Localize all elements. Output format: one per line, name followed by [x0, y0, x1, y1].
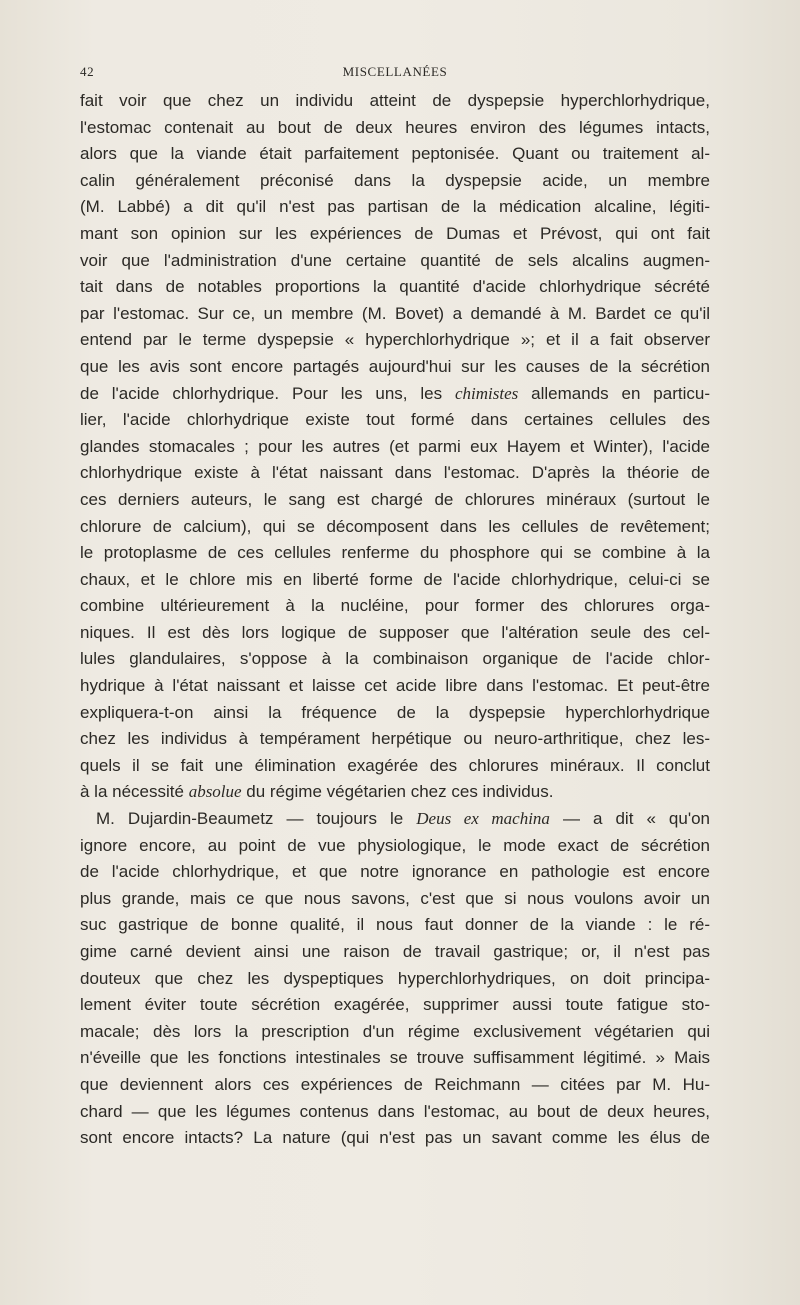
running-head	[80, 64, 710, 84]
text-run: le protoplasme de ces cellules renferme du phosphore qui se combine à la	[80, 543, 710, 563]
text-line	[80, 593, 710, 620]
text-line	[80, 301, 710, 328]
text-run: macale; dès lors la prescription d'un régime exclusivement végétarien qui	[80, 1021, 710, 1041]
text-run: lier, l'acide chlorhydrique existe tout formé dans certaines cellules des	[80, 410, 710, 430]
text-run: douteux que chez les dyspeptiques hyperchlorhydriques, on doit principa-	[80, 968, 710, 988]
text-line	[80, 88, 710, 115]
text-run: lement éviter toute sécrétion exagérée, supprimer aussi toute fatigue sto-	[80, 995, 710, 1015]
text-run: alors que la viande était parfaitement peptonisée. Quant ou traitement al-	[80, 144, 710, 164]
text-run: fait voir que chez un individu atteint de dyspepsie hyperchlorhydrique,	[80, 91, 710, 110]
section-title: MISCELLANÉES	[342, 64, 448, 79]
text-run: chard — que les légumes contenus dans l'estomac, au bout de deux heures,	[80, 1101, 710, 1121]
text-line	[80, 354, 710, 381]
text-run: ces derniers auteurs, le sang est chargé de chlorures minéraux (surtout le	[80, 489, 710, 509]
text-run: allemands en particu-	[518, 383, 710, 403]
text-line	[80, 221, 710, 248]
text-line	[80, 886, 710, 913]
text-run: suc gastrique de bonne qualité, il nous faut donner de la viande : le ré-	[80, 915, 710, 935]
text-line	[80, 567, 710, 594]
text-line	[80, 833, 710, 860]
text-run: hydrique à l'état naissant et laisse cet acide libre dans l'estomac. Et peut-être	[80, 676, 710, 696]
text-line	[80, 168, 710, 195]
text-run: n'éveille que les fonctions intestinales se trouve suffisamment légitimé. » Mais	[80, 1048, 710, 1068]
text-line	[80, 540, 710, 567]
text-run: niques. Il est dès lors logique de supposer que l'altération seule des cel-	[80, 622, 710, 642]
text-line	[80, 1045, 710, 1072]
text-line	[80, 992, 710, 1019]
text-line	[80, 620, 710, 647]
text-run: à la nécessité	[80, 782, 189, 802]
text-line	[80, 381, 710, 408]
text-line	[80, 700, 710, 727]
text-line	[80, 753, 710, 780]
text-run: tait dans de notables proportions la quantité d'acide chlorhydrique sécrété	[80, 277, 710, 297]
text-line	[80, 806, 710, 833]
text-run: chez les individus à tempérament herpétique ou neuro-arthritique, chez les-	[80, 729, 710, 749]
text-run: de l'acide chlorhydrique. Pour les uns, les	[80, 383, 455, 403]
text-run: que deviennent alors ces expériences de Reichmann — citées par M. Hu-	[80, 1074, 710, 1094]
text-line	[80, 434, 710, 461]
text-run: combine ultérieurement à la nucléine, pour former des chlorures orga-	[80, 596, 710, 616]
text-line	[80, 274, 710, 301]
text-run: ignore encore, au point de vue physiologique, le mode exact de sécrétion	[80, 835, 710, 855]
text-line	[80, 248, 710, 275]
text-line	[80, 912, 710, 939]
text-run: du régime végétarien chez ces individus.	[241, 782, 554, 802]
text-line	[80, 939, 710, 966]
text-run: quels il se fait une élimination exagérée des chlorures minéraux. Il conclut	[80, 755, 710, 775]
text-run: plus grande, mais ce que nous savons, c'est que si nous voulons avoir un	[80, 888, 710, 908]
text-run: gime carné devient ainsi une raison de travail gastrique; or, il n'est pas	[80, 942, 710, 961]
text-line	[80, 1099, 710, 1126]
italic-text: chimistes	[455, 383, 519, 403]
text-line	[80, 1072, 710, 1099]
text-line	[80, 115, 710, 142]
body-text	[80, 88, 710, 1152]
text-run: expliquera-t-on ainsi la fréquence de la dyspepsie hyperchlorhydrique	[80, 702, 710, 722]
italic-text: absolue	[188, 782, 242, 802]
text-line	[80, 1019, 710, 1046]
text-run: mant son opinion sur les expériences de Dumas et Prévost, qui ont fait	[80, 223, 710, 243]
text-line	[80, 514, 710, 541]
text-run: que les avis sont encore partagés aujourd'hui sur les causes de la sécrétion	[80, 356, 710, 376]
text-line	[80, 407, 710, 434]
text-line	[80, 194, 710, 221]
text-line	[80, 966, 710, 993]
text-run: chlorhydrique existe à l'état naissant dans l'estomac. D'après la théorie de	[80, 463, 710, 483]
text-line	[80, 1125, 710, 1152]
text-run: (M. Labbé) a dit qu'il n'est pas partisan de la médication alcaline, légiti-	[80, 197, 710, 217]
text-run: entend par le terme dyspepsie « hyperchlorhydrique »; et il a fait observer	[80, 330, 710, 350]
text-run: M. Dujardin-Beaumetz — toujours le	[96, 809, 417, 829]
text-run: — a dit « qu'on	[549, 809, 710, 829]
text-run: voir que l'administration d'une certaine quantité de sels alcalins augmen-	[80, 250, 710, 270]
text-line	[80, 779, 710, 806]
text-run: lules glandulaires, s'oppose à la combinaison organique de l'acide chlor-	[80, 649, 710, 669]
text-run: chaux, et le chlore mis en liberté forme de l'acide chlorhydrique, celui-ci se	[80, 569, 710, 589]
text-run: par l'estomac. Sur ce, un membre (M. Bovet) a demandé à M. Bardet ce qu'il	[80, 303, 710, 323]
text-line	[80, 327, 710, 354]
text-run: sont encore intacts? La nature (qui n'est pas un savant comme les élus de	[80, 1128, 710, 1148]
text-run: glandes stomacales ; pour les autres (et parmi eux Hayem et Winter), l'acide	[80, 436, 710, 456]
italic-text: Deus ex machina	[416, 809, 550, 829]
text-run: l'estomac contenait au bout de deux heures environ des légumes intacts,	[80, 117, 710, 137]
text-line	[80, 460, 710, 487]
page-number: 42	[80, 64, 95, 79]
text-line	[80, 673, 710, 700]
text-line	[80, 487, 710, 514]
text-line	[80, 141, 710, 168]
text-run: calin généralement préconisé dans la dyspepsie acide, un membre	[80, 170, 710, 190]
text-run: de l'acide chlorhydrique, et que notre ignorance en pathologie est encore	[80, 862, 710, 882]
text-run: chlorure de calcium), qui se décomposent dans les cellules de revêtement;	[80, 516, 710, 536]
text-line	[80, 646, 710, 673]
text-line	[80, 859, 710, 886]
text-line	[80, 726, 710, 753]
